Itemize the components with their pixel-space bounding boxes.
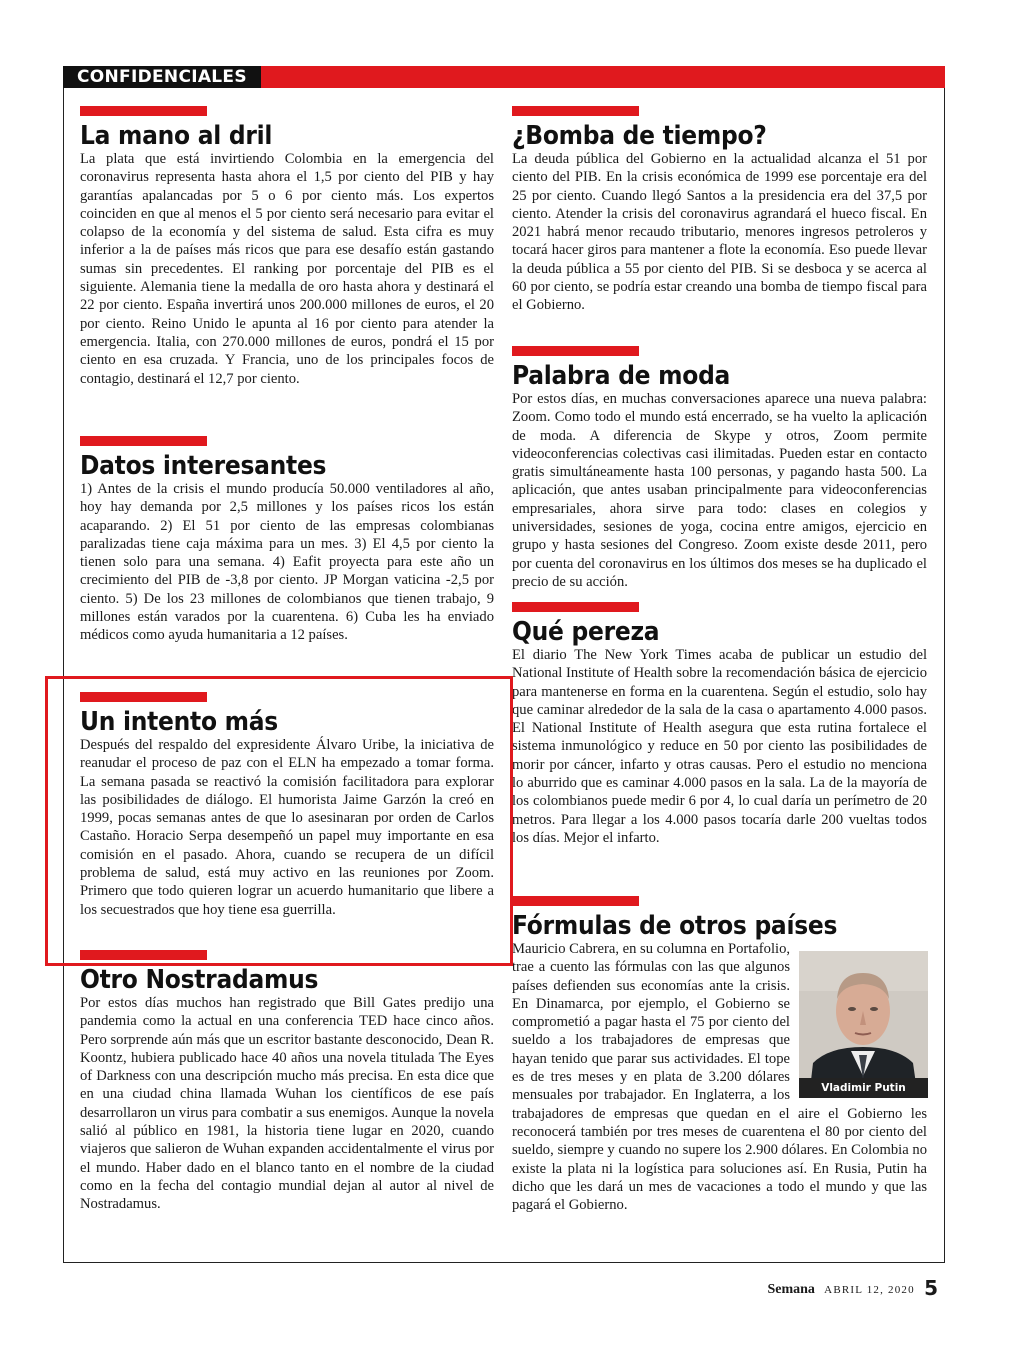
- article-headline: ¿Bomba de tiempo?: [512, 121, 767, 151]
- article-body: Después del respaldo del expresidente Álvaro Uribe, la iniciativa de reanudar el proceso de paz con el ELN ha empezado a tomar forma. La semana pasada se reactivó la comisión facilitadora para explorar las posibilidades de diálogo. El humorista Jaime Garzón la creó en 1999, pocas semanas antes de que lo asesinaran por orden de Carlos Castaño. Horacio Serpa desempeñó un papel muy importante en esa comisión en el pasado. Ahora, cuando se recupera de un difícil problema de salud, está muy activo en las reuniones por Zoom. Primero que todo quieren lograr un acuerdo humanitario que libere a los secuestrados que hoy tiene esa guerrilla.: [80, 737, 494, 918]
- headline-rule: [80, 436, 207, 446]
- article-body: La plata que está invirtiendo Colombia en la emergencia del coronavirus representa hasta ahora el 1,5 por ciento del PIB y hay garantías apalancadas por 5 o 6 por ciento más. Los expertos coinciden en que al menos el 5 por ciento será necesario para evitar el colapso de la economía y del sistema de salud. Esta cifra es muy inferior a la de países más ricos que para ese desafío están gastando sumas sin precedentes. El ranking por porcentaje del PIB es el siguiente. Alemania tiene la medalla de oro hasta ahora y destinará el 22 por ciento. España invertirá unos 200.000 millones de euros, el 20 por ciento. Reino Unido le apunta al 16 por ciento para atender la emergencia. Italia, con 270.000 millones de euros, pondrá el 15 por ciento en esa cruzada. Y Francia, uno de los principales focos de contagio, destinará el 12,7 por ciento.: [80, 151, 494, 387]
- highlight-box: [45, 676, 513, 966]
- headline-rule: [512, 602, 639, 612]
- article-body: 1) Antes de la crisis el mundo producía 50.000 ventiladores al año, hoy hay demanda por 2,5 millones y los países ricos los están acaparando. 2) El 51 por ciento de las empresas colombianas paralizadas tiene caja máxima para un mes. 3) El 4,5 por ciento la tienen solo para una semana. 4) Eafit proyecta para este año un crecimiento del PIB de -3,8 por ciento. JP Morgan vaticina -2,5 por ciento. 5) De los 23 millones de colombianos que tienen trabajo, 9 millones están varados por la cuarentena. 6) Cuba les ha enviado médicos como ayuda humanitaria a 12 países.: [80, 481, 494, 644]
- article-headline: Qué pereza: [512, 617, 660, 647]
- headline-rule: [80, 106, 207, 116]
- article-body: Por estos días, en muchas conversaciones aparece una nueva palabra: Zoom. Como todo el mundo está encerrado, se ha vuelto la aplicación de moda. A diferencia de Skype y otros, Zoom permite videoconferencias colectivas casi ilimitadas. Pueden estar en contacto gratis simultáneamente hasta 100 personas, y pagando hasta 500. La aplicación, que antes usaban principalmente para videoconferencias empresariales, ahora sirve para todo: clases en colegios y universidades, sesiones de yoga, cocina entre amigos, ejercicio en grupo y hasta sesiones del Congreso. Zoom existe desde 2011, pero por cuenta del coronavirus en los últimos dos meses se ha duplicado el precio de su acción.: [512, 391, 927, 590]
- page-footer: [767, 1276, 938, 1300]
- article-la-mano-al-dril: [80, 106, 494, 388]
- article-body: La deuda pública del Gobierno en la actualidad alcanza el 51 por ciento del PIB. En la crisis económica de 1999 ese porcentaje era del 25 por ciento. Cuando llegó Santos a la presidencia era del 37,5 por ciento. Atender la crisis del coronavirus agrandará el hueco fiscal. En 2021 habrá menor recaudo tributario, menores ingresos petroleros y tocará hacer giros para mantener a flote la economía. Eso puede llevar la deuda pública a 55 por ciento del PIB. Si se desboca y se acerca al 60 por ciento, se podría estar creando una bomba de tiempo fiscal para el Gobierno.: [512, 151, 927, 314]
- headline-rule: [512, 106, 639, 116]
- putin-photo: [799, 951, 928, 1098]
- article-palabra-de-moda: [512, 346, 927, 591]
- article-datos-interesantes: [80, 436, 494, 645]
- article-headline: Fórmulas de otros países: [512, 911, 838, 941]
- article-bomba-de-tiempo: [512, 106, 927, 315]
- section-label: CONFIDENCIALES: [63, 66, 261, 88]
- magazine-name: Semana: [767, 1282, 815, 1297]
- article-headline: Palabra de moda: [512, 361, 731, 391]
- page-number: 5: [924, 1276, 938, 1300]
- issue-date: ABRIL 12, 2020: [824, 1284, 915, 1296]
- article-headline: Un intento más: [80, 707, 278, 737]
- article-body: Mauricio Cabrera, en su columna en Portafolio, trae a cuento las fórmulas con las que algunos países defienden sus economías ante la crisis. En Dinamarca, por ejemplo, el Gobierno se comprometió a pagar hasta el 75 por ciento del sueldo a los trabajadores de empresas que hayan tenido que parar sus actividades. El tope es de tres meses y en plata de 3.200 dólares mensuales por trabajador. En Inglaterra, a los trabajadores de empresas que quedan en el aire el Gobierno les reconocerá también por tres meses de cuarentena el 80 por ciento del sueldo, siempre y cuando no supere los 2.900 dólares. En Colombia no existe la plata ni la logística para soluciones así. En Rusia, Putin ha dicho que les dará un mes de vacaciones a todo el mundo y que las pagará el Gobierno.: [512, 941, 927, 1214]
- article-body: Por estos días muchos han registrado que Bill Gates predijo una pandemia como la actual en una conferencia TED hace cinco años. Pero sorprende aún más que un escritor bastante desconocido, Dean R. Koontz, hubiera publicado hace 40 años una novela titulada The Eyes of Darkness con una descripción mucho más precisa. En esta dice que en una ciudad china llamada Wuhan los científicos de ese país desarrollaron un virus para combatir a sus enemigos. Aunque la novela salió al público en 1981, la historia tiene lugar en 2020, cuando viajeros que salieron de Wuhan expanden accidentalmente el virus por el mundo. Haber dado en el blanco tanto en el nombre de la ciudad como en la fecha del contagio mundial dejan al autor al nivel de Nostradamus.: [80, 995, 494, 1213]
- article-que-pereza: [512, 602, 927, 847]
- article-body: El diario The New York Times acaba de publicar un estudio del National Institute of Health sobre la recomendación básica de ejercicio para mantenerse en forma en la cuarentena. Según el estudio, solo hay que caminar alrededor de la sala de la casa o apartamento 4.000 pasos. El National Institute of Health asegura que esta rutina fortalece el sistema inmunológico y reduce en 50 por ciento las posibilidades de morir por cáncer, infarto y otras causas. Pero el estudio no menciona lo aburrido que es caminar 4.000 pasos en la sala. La de la mayoría de los colombianos puede medir 6 por 4, lo cual daría un perímetro de 20 metros. Para llegar a los 4.000 pasos tocaría darle 200 vueltas todos los días. Mejor el infarto.: [512, 647, 927, 846]
- photo-caption: Vladimir Putin: [799, 1078, 928, 1098]
- article-headline: Otro Nostradamus: [80, 965, 319, 995]
- article-otro-nostradamus: [80, 950, 494, 1214]
- article-headline: La mano al dril: [80, 121, 273, 151]
- article-headline: Datos interesantes: [80, 451, 327, 481]
- portrait-illustration: [799, 951, 928, 1098]
- headline-rule: [512, 896, 639, 906]
- headline-rule: [512, 346, 639, 356]
